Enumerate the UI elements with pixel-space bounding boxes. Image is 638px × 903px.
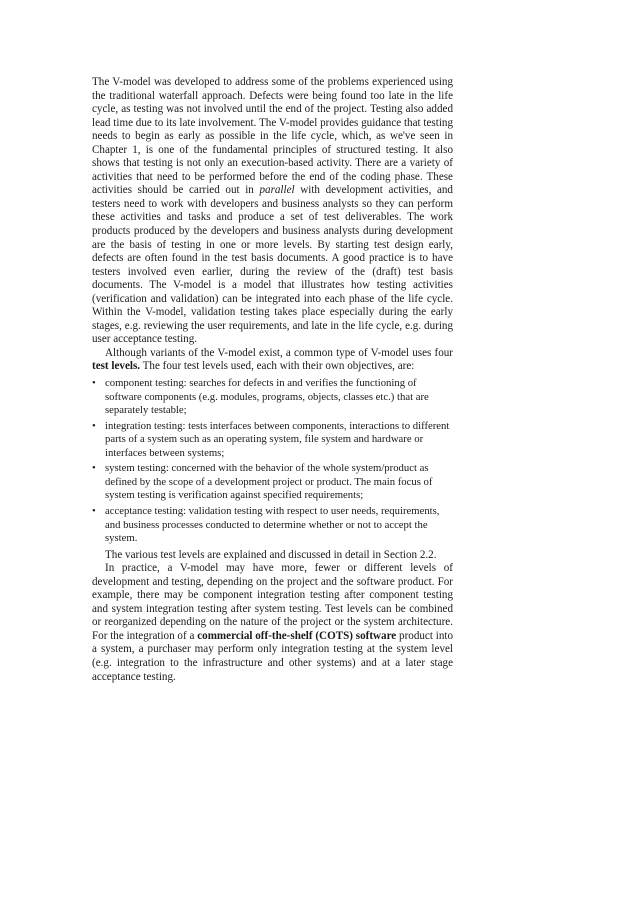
paragraph-test-levels-intro [92, 347, 453, 374]
paragraph-text: In practice, a V-model may have more, fewer or different levels of development and testing, depending on the project and the software product. For example, there may be component integration testing after component testing and system integration testing after system testing. Test levels can be combined or reorganized depending on the nature of the project or the system architecture. For the integration of a [92, 562, 453, 642]
list-item-text: integration testing: tests interfaces between components, interactions to different parts of a system such as an operating system, file system and hardware or interfaces between systems; [105, 419, 450, 459]
paragraph-text: The four test levels used, each with their own objectives, are: [140, 360, 415, 373]
paragraph-text: The V-model was developed to address some of the problems experienced using the traditional waterfall approach. Defects were being found too late in the life cycle, as testing was not involved until the end of the project. Testing also added lead time due to its late involvement. The V-model provides guidance that testing needs to begin as early as possible in the life cycle, which, as we've seen in Chapter 1, is one of the fundamental principles of structured testing. It also shows that testing is not only an execution-based activity. There are a variety of activities that need to be performed before the end of the coding phase. These activities should be carried out in [92, 76, 453, 197]
list-item [92, 377, 453, 418]
list-item-text: system testing: concerned with the behavior of the whole system/product as defined by the scope of a development project or product. The main focus of system testing is verification against specified requirements; [105, 462, 433, 502]
list-item-text: acceptance testing: validation testing with respect to user needs, requirements, and business processes conducted to determine whether or not to accept the system. [105, 504, 440, 545]
list-item-text: component testing: searches for defects in and verifies the functioning of software components (e.g. modules, programs, objects, classes etc.) that are separately testable; [105, 377, 429, 417]
list-item [92, 420, 453, 461]
paragraph-text: with development activities, and testers need to work with developers and business analysts so they can perform these activities and tasks and produce a set of test deliverables. The work products produced by the developers and business analysts during development are the basis of testing in one or more levels. By starting test design early, defects are often found in the test basis documents. A good practice is to have testers involved even earlier, during the review of the (draft) test basis documents. The V-model is a model that illustrates how testing activities (verification and validation) can be integrated into each phase of the life cycle. Within the V-model, validation testing takes place especially during the early stages, e.g. reviewing the user requirements, and late in the life cycle, e.g. during user acceptance testing. [92, 184, 453, 346]
paragraph-section-reference: The various test levels are explained and discussed in detail in Section 2.2. [105, 548, 437, 561]
test-levels-list [92, 377, 453, 546]
term-test-levels: test levels. [92, 360, 141, 373]
paragraph-in-practice [92, 562, 453, 684]
paragraph-v-model-intro [92, 76, 453, 347]
bullet-icon: • [92, 504, 96, 517]
emphasis-parallel: parallel [259, 184, 295, 197]
paragraph-text: Although variants of the V-model exist, a common type of V-model uses four [105, 346, 453, 359]
list-item [92, 462, 453, 503]
bullet-icon: • [92, 419, 96, 432]
bullet-icon: • [92, 377, 96, 390]
paragraph-text: product into a system, a purchaser may perform only integration testing at the system level (e.g. integration to the infrastructure and other systems) and at a later stage acceptance testing. [92, 629, 453, 683]
list-item [92, 505, 453, 546]
bullet-icon: • [92, 462, 96, 475]
page-body [92, 76, 453, 684]
term-cots-software: commercial off-the-shelf (COTS) software [197, 629, 397, 642]
